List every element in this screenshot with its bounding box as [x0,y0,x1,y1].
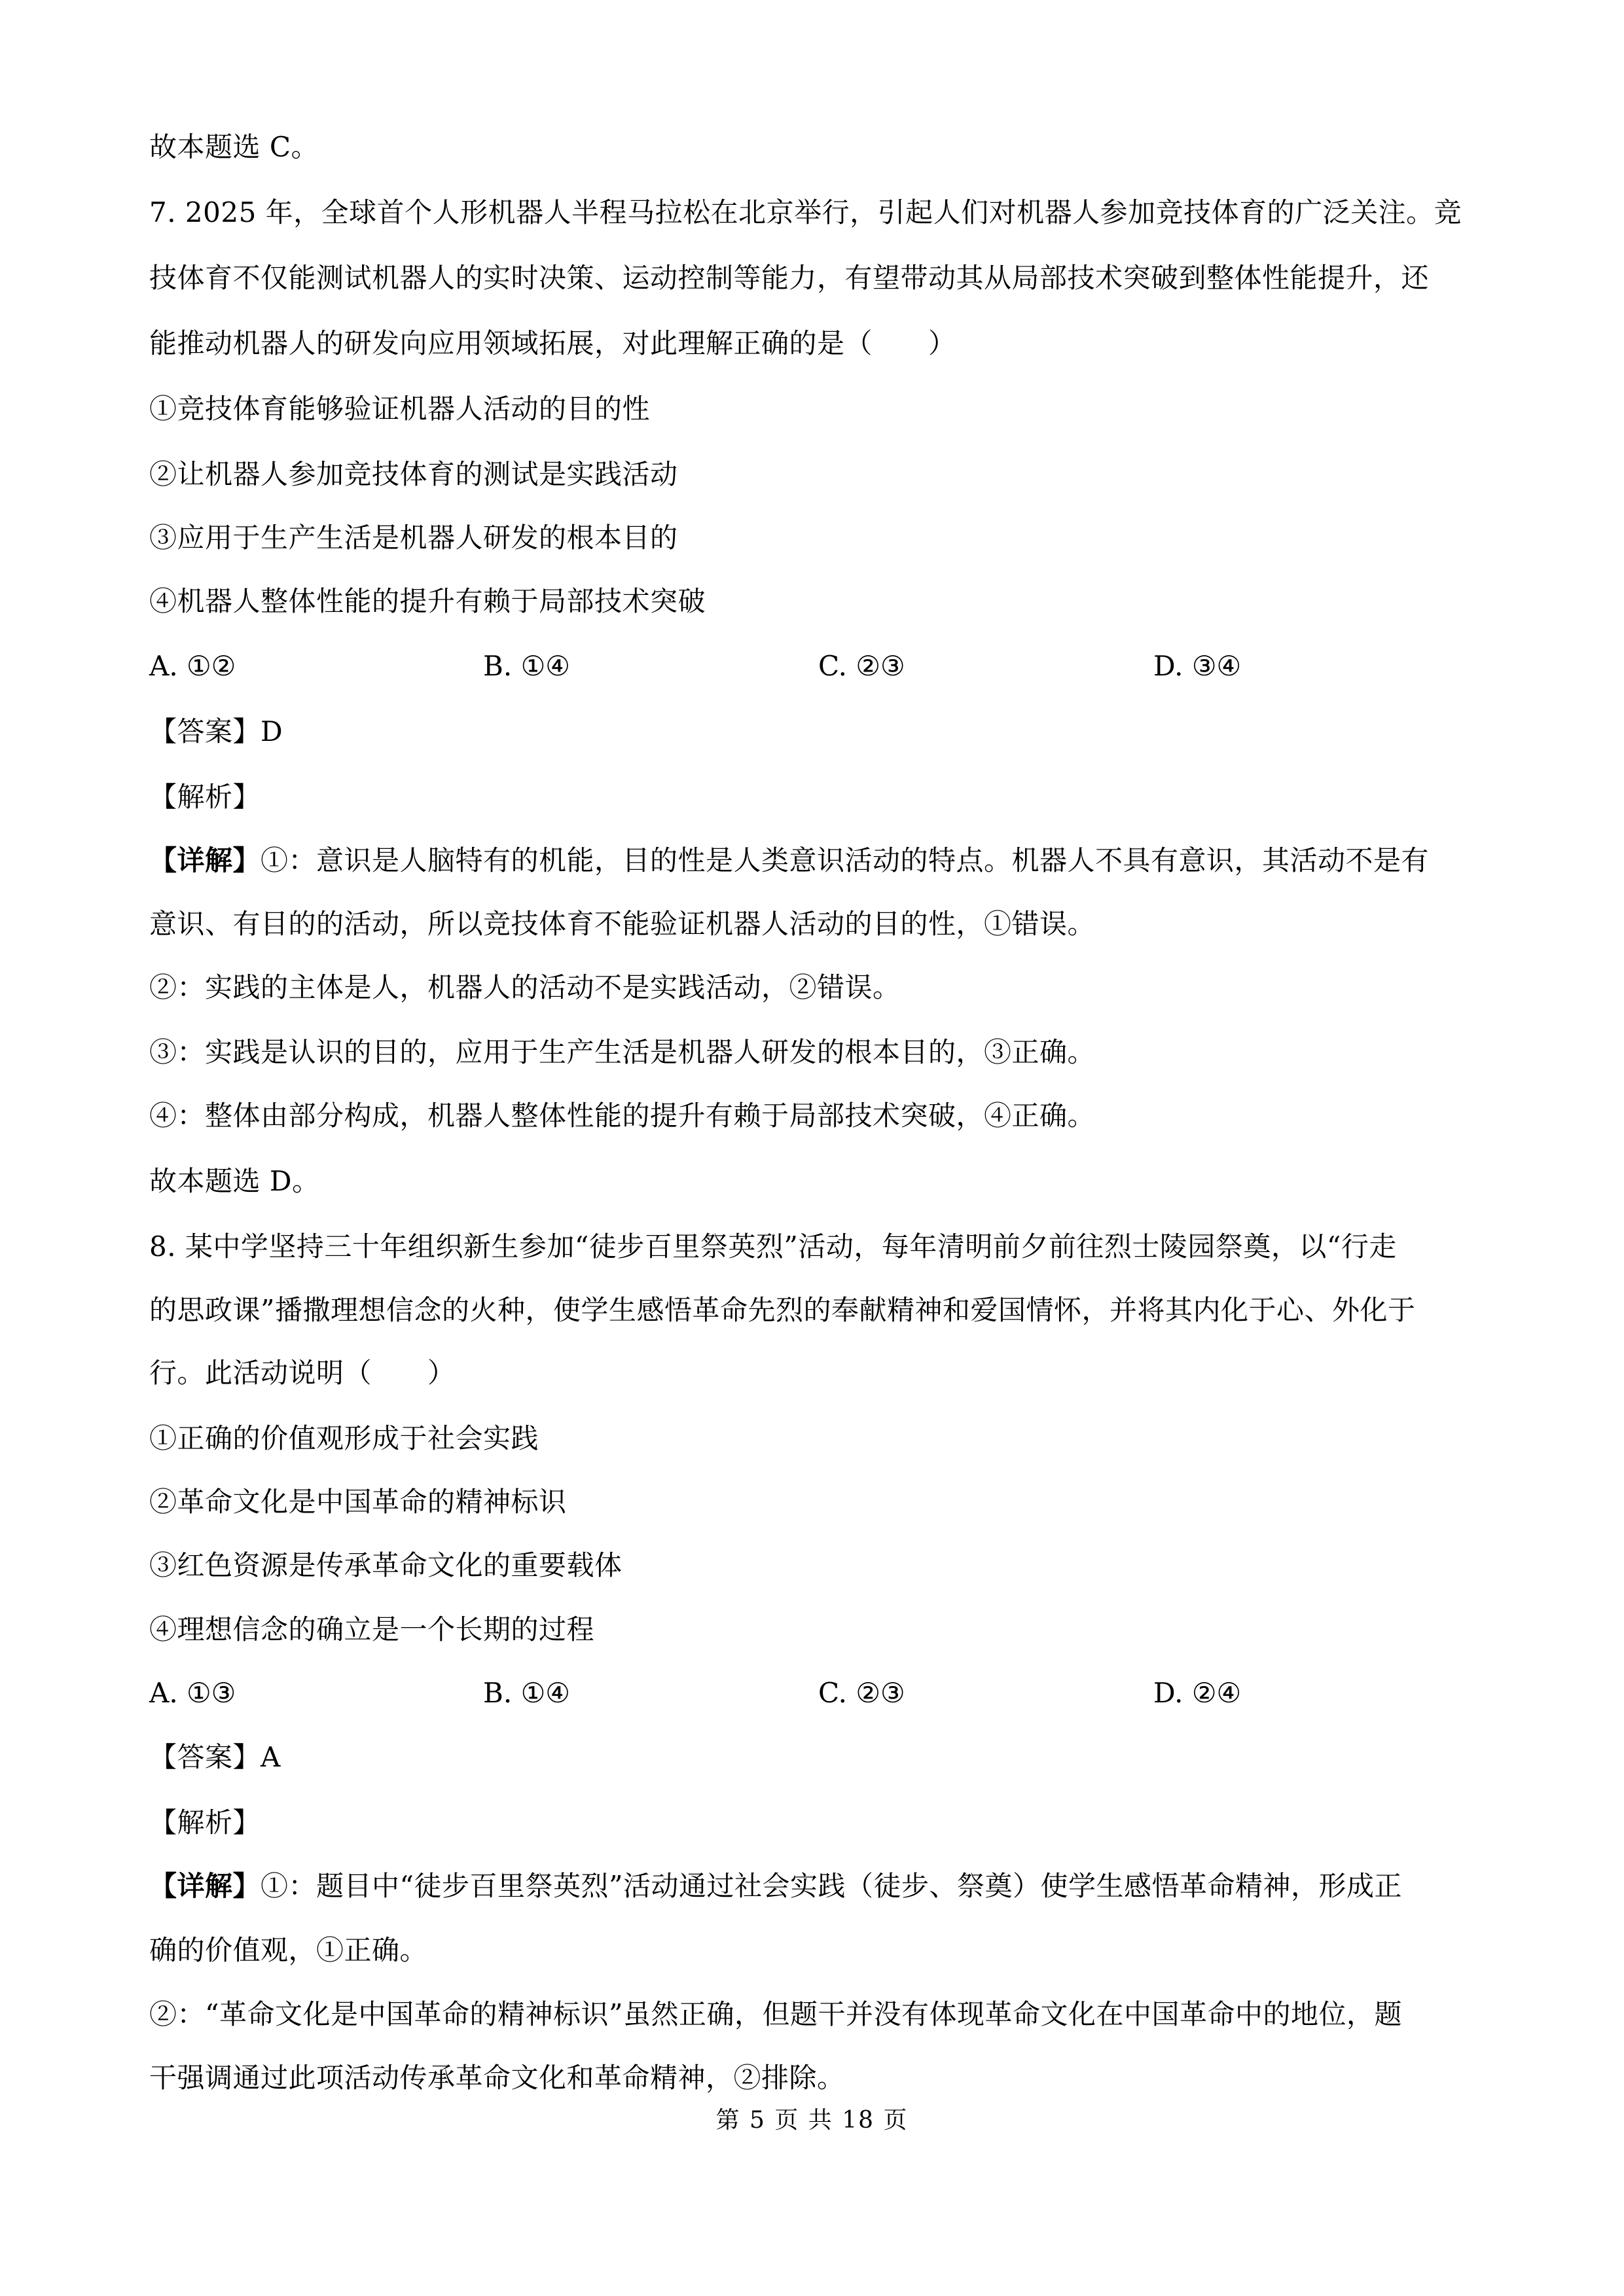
q7-statement-2: ②让机器人参加竞技体育的测试是实践活动 [149,458,678,490]
q8-answer-label: 【答案】 [149,1741,261,1773]
document-page [149,0,1478,2296]
q8-answer [149,1741,281,1774]
q8-option-d: D. ②④ [1153,1677,1242,1709]
q8-option-c: C. ②③ [818,1677,905,1709]
q8-statement-4: ④理想信念的确立是一个长期的过程 [149,1613,595,1645]
q8-option-b: B. ①④ [483,1677,570,1709]
q7-stem-line-2: 技体育不仅能测试机器人的实时决策、运动控制等能力，有望带动其从局部技术突破到整体性能提升，还 [149,262,1430,294]
q7-detail-line-5: ④：整体由部分构成，机器人整体性能的提升有赖于局部技术突破，④正确。 [149,1100,1096,1132]
q7-stem-line-1: 7. 2025 年，全球首个人形机器人半程马拉松在北京举行，引起人们对机器人参加竞技体育的广泛关注。竞 [149,196,1462,228]
q7-option-d: D. ③④ [1153,650,1242,682]
q8-stem-line-1: 8. 某中学坚持三十年组织新生参加“徒步百里祭英烈”活动，每年清明前夕前往烈士陵园祭奠，以“行走 [149,1230,1397,1263]
q7-answer-value: D [261,715,283,747]
q7-statement-4: ④机器人整体性能的提升有赖于局部技术突破 [149,585,706,617]
q8-detail-line-1 [149,1870,1402,1903]
q7-detail-line-4: ③：实践是认识的目的，应用于生产生活是机器人研发的根本目的，③正确。 [149,1036,1096,1068]
prev-conclusion: 故本题选 C。 [149,131,319,163]
q7-detail-label: 【详解】 [149,844,261,876]
q7-detail-text-1: ①：意识是人脑特有的机能，目的性是人类意识活动的特点。机器人不具有意识，其活动不是有 [261,844,1430,876]
q7-statement-1: ①竞技体育能够验证机器人活动的目的性 [149,393,651,425]
q7-detail-line-3: ②：实践的主体是人，机器人的活动不是实践活动，②错误。 [149,971,901,1003]
q8-statement-3: ③红色资源是传承革命文化的重要载体 [149,1549,623,1581]
q8-options [149,1677,1478,1710]
q8-analysis-label: 【解析】 [149,1806,261,1839]
q8-statement-2: ②革命文化是中国革命的精神标识 [149,1486,567,1518]
q7-option-a: A. ①② [149,650,236,682]
q8-stem-line-2: 的思政课”播撒理想信念的火种，使学生感悟革命先烈的奉献精神和爱国情怀，并将其内化于心、外化于 [149,1294,1416,1326]
q7-detail-line-2: 意识、有目的的活动，所以竞技体育不能验证机器人活动的目的性，①错误。 [149,908,1096,940]
q8-stem-line-3: 行。此活动说明（ ） [149,1357,456,1389]
q8-detail-line-2: 确的价值观，①正确。 [149,1934,428,1966]
q7-conclusion: 故本题选 D。 [149,1165,320,1197]
q8-detail-label: 【详解】 [149,1870,261,1902]
q8-detail-text-1: ①：题目中“徒步百里祭英烈”活动通过社会实践（徒步、祭奠）使学生感悟革命精神，形成正 [261,1870,1402,1902]
q8-answer-value: A [261,1741,281,1773]
q7-analysis-label: 【解析】 [149,781,261,813]
q7-detail-line-1 [149,844,1429,877]
q7-statement-3: ③应用于生产生活是机器人研发的根本目的 [149,522,678,554]
q8-option-a: A. ①③ [149,1677,236,1709]
q7-option-b: B. ①④ [483,650,570,682]
q7-answer [149,715,283,748]
q7-options [149,650,1478,683]
page-footer: 第 5 页 共 18 页 [715,2107,909,2134]
q8-statement-1: ①正确的价值观形成于社会实践 [149,1422,539,1454]
q8-detail-line-3: ②：“革命文化是中国革命的精神标识”虽然正确，但题干并没有体现革命文化在中国革命中的地位，题 [149,1998,1402,2030]
q7-option-c: C. ②③ [818,650,905,682]
q8-detail-line-4: 干强调通过此项活动传承革命文化和革命精神，②排除。 [149,2062,845,2094]
q7-answer-label: 【答案】 [149,715,261,747]
q7-stem-line-3: 能推动机器人的研发向应用领域拓展，对此理解正确的是（ ） [149,327,956,359]
